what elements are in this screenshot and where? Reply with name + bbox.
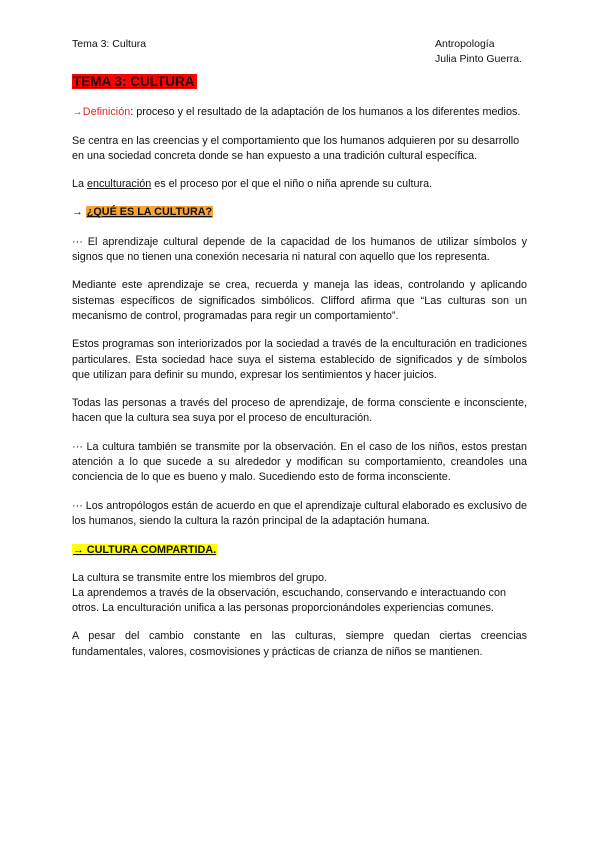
section-heading-shared [72, 543, 527, 558]
paragraph-7-line-2: La aprendemos a través de la observación, escuchando, conservando e interactuando con otros. La enculturación unifica a las personas proporcionándoles experiencias comunes. [72, 586, 506, 615]
enculturation-term: enculturación [87, 178, 152, 191]
section-title-shared: → CULTURA COMPARTIDA. [73, 544, 217, 557]
enculturation-suffix: es el proceso por el que el niño o niña aprende su cultura. [151, 178, 433, 191]
definition-text: : proceso y el resultado de la adaptación de los humanos a los diferentes medios. [130, 106, 521, 119]
header-author: Julia Pinto Guerra. [435, 53, 522, 65]
definition-label: Definición [82, 106, 131, 119]
header-right [435, 37, 522, 67]
section-heading-culture [72, 205, 527, 220]
document-title: TEMA 3: CULTURA [73, 74, 195, 89]
paragraph-3: Estos programas son interiorizados por la sociedad a través de la enculturación en tradiciones particulares. Esta sociedad hace suya el sistema establecido de significados y de símbolos que utilizan para definir su mundo, expresar los sentimientos y hacer juicios. [72, 338, 527, 381]
document-body [72, 74, 527, 660]
section-title-culture: ¿QUÉ ES LA CULTURA? [86, 206, 213, 219]
definition-paragraph [72, 105, 527, 120]
paragraph-5: ··· La cultura también se transmite por la observación. En el caso de los niños, estos prestan atención a lo que sucede a su alrededor y modifican su comportamiento, creandoles una conciencia de lo que es bueno y malo. Sucediendo esto de forma inconsciente. [72, 440, 527, 484]
paragraph-7-line-1: La cultura se transmite entre los miembros del grupo. [72, 571, 328, 584]
arrow-icon: → [72, 106, 83, 119]
header-left: Tema 3: Cultura [72, 38, 147, 50]
enculturation-prefix: La [72, 178, 88, 191]
enculturation-paragraph [72, 177, 527, 192]
focus-paragraph: Se centra en las creencias y el comportamiento que los humanos adquieren por su desarrollo en una sociedad concreta donde se han expuesto a una tradición cultural específica. [72, 134, 520, 162]
paragraph-2: Mediante este aprendizaje se crea, recuerda y maneja las ideas, controlando y aplicando sistemas específicos de significados simbólicos. Clifford afirma que “Las culturas son un mecanismo de control, programadas para regir un comportamiento”. [72, 279, 527, 322]
arrow-icon: → [72, 206, 86, 219]
header-subject: Antropología [435, 38, 495, 50]
paragraph-6: ··· Los antropólogos están de acuerdo en que el aprendizaje cultural elaborado es exclusivo de los humanos, siendo la cultura la razón principal de la adaptación humana. [72, 499, 527, 527]
paragraph-4: Todas las personas a través del proceso de aprendizaje, de forma consciente e inconsciente, hacen que la cultura sea suya por el proceso de enculturación. [72, 397, 527, 425]
title-line [72, 74, 527, 91]
paragraph-8: A pesar del cambio constante en las culturas, siempre quedan ciertas creencias fundamentales, valores, cosmovisiones y prácticas de crianza de niños se mantienen. [72, 630, 527, 658]
paragraph-1: ··· El aprendizaje cultural depende de la capacidad de los humanos de utilizar símbolos y signos que no tienen una conexión necesaria ni natural con aquello que los representa. [72, 235, 527, 264]
